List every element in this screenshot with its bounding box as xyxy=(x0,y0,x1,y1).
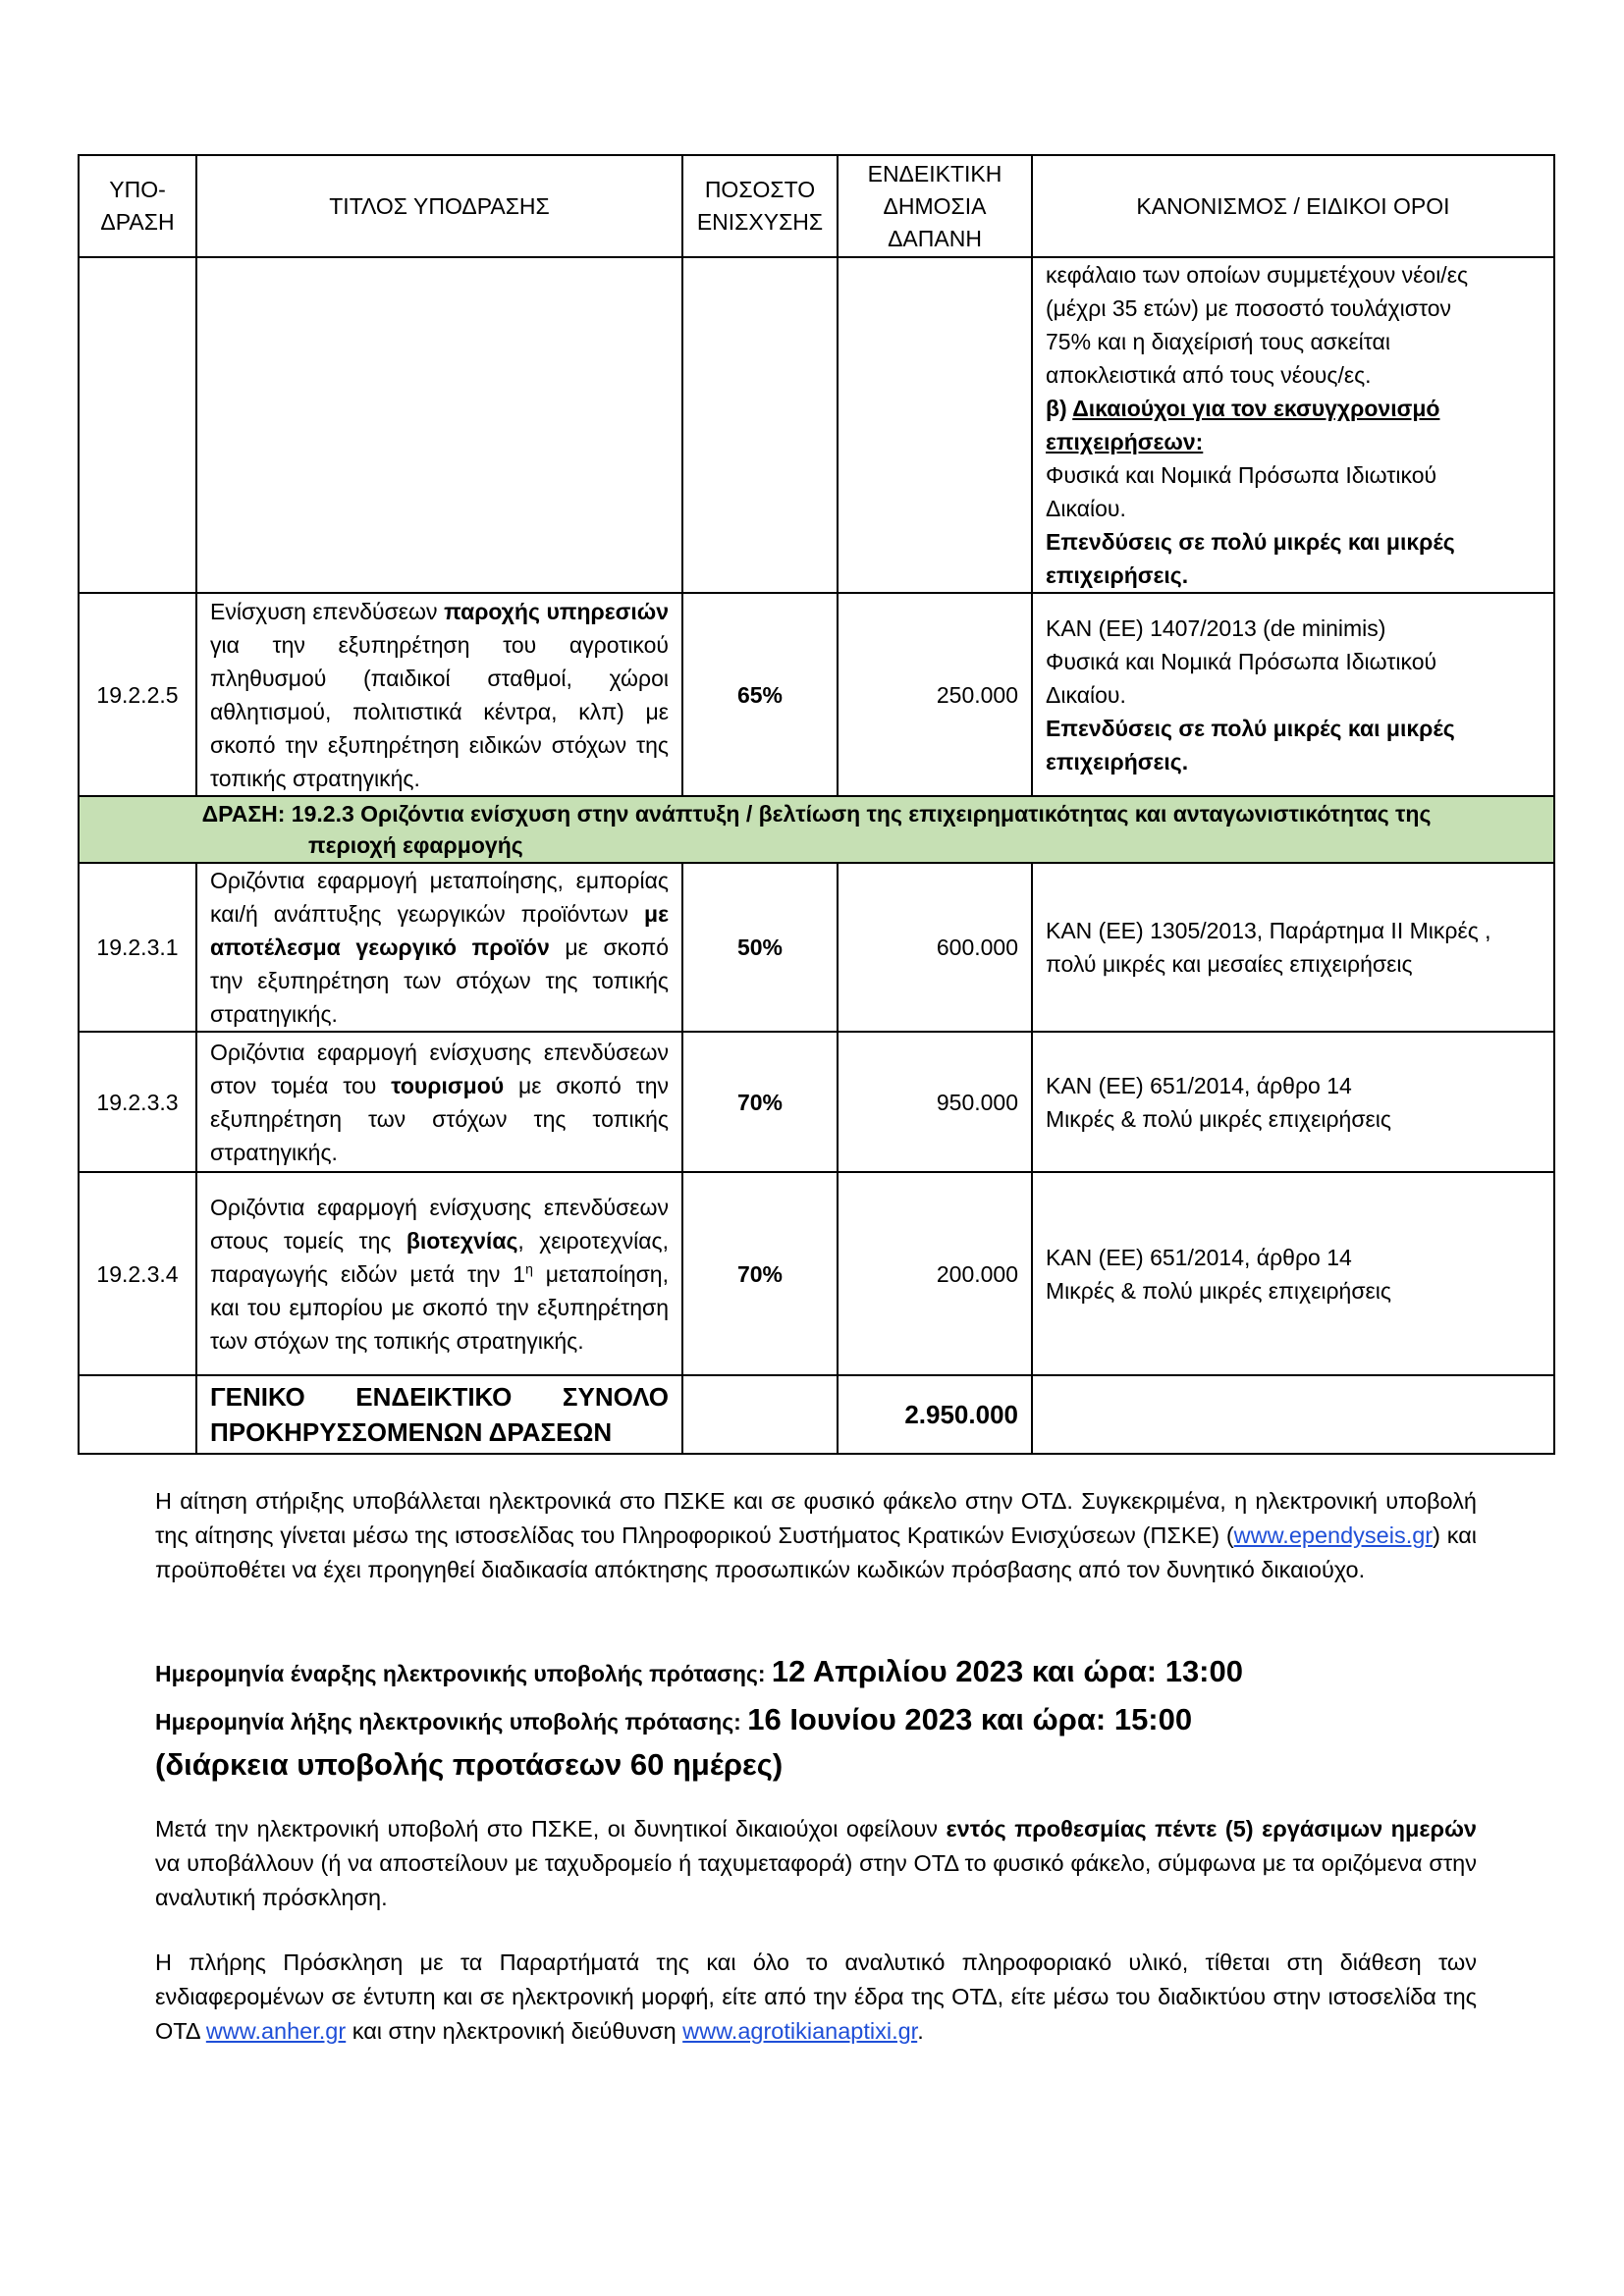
title-text: Οριζόντια εφαρμογή ενίσχυσης επενδύσεων στους τομείς της xyxy=(210,1194,669,1254)
header-spend-line1: ΕΝΔΕΙΚΤΙΚΗ xyxy=(867,160,1002,187)
cell-empty xyxy=(1032,1375,1554,1454)
table-row-19225 xyxy=(79,593,1554,796)
beneficiaries-title-cont: επιχειρήσεων: xyxy=(1046,429,1204,454)
rules-text-line: Δικαίου. xyxy=(1046,681,1126,708)
cell-rate: 50% xyxy=(682,863,838,1032)
rules-text-line: αποκλειστικά από τους νέους/ες. xyxy=(1046,362,1372,388)
header-rate-line1: ΠΟΣΟΣΤΟ xyxy=(704,177,816,202)
rules-text-line: Μικρές & πολύ μικρές επιχειρήσεις xyxy=(1046,1105,1391,1132)
title-emphasis: βιοτεχνίας xyxy=(406,1227,518,1254)
title-text: , χειροτεχνίας, παραγωγής ειδών μετά την 1 xyxy=(210,1227,670,1287)
table-row-19231 xyxy=(79,863,1554,1032)
cell-title xyxy=(196,863,682,1032)
end-date-line xyxy=(155,1702,1192,1737)
cell-spend: 250.000 xyxy=(838,593,1032,796)
physical-file-paragraph xyxy=(155,1812,1477,1915)
paragraph-text: να υποβάλλουν (ή να αποστείλουν με ταχυδρομείο ή ταχυμεταφορά) στην ΟΤΔ το φυσικό φάκελο, σύμφωνα με τα οριζόμενα στην αναλυτική πρόσκληση. xyxy=(155,1850,1477,1910)
total-label: ΓΕΝΙΚΟ ΕΝΔΕΙΚΤΙΚΟ ΣΥΝΟΛΟ ΠΡΟΚΗΡΥΣΣΟΜΕΝΩΝ ΔΡΑΣΕΩΝ xyxy=(196,1375,682,1454)
paragraph-text: Η πλήρης Πρόσκληση με τα Παραρτήματά της και όλο το αναλυτικό πληροφοριακό υλικό, τίθεται στη διάθεση των ενδιαφερομένων σε έντυπη και σε ηλεκτρονική μορφή, είτε από την έδρα της ΟΤΔ, είτε μέσω του διαδικτύου στην ιστοσελίδα της ΟΤΔ xyxy=(155,1949,1477,2044)
cell-title xyxy=(196,1172,682,1375)
cell-code: 19.2.3.4 xyxy=(79,1172,196,1375)
beneficiaries-title: Δικαιούχοι για τον εκσυγχρονισμό xyxy=(1072,396,1440,421)
action-heading-line2: περιοχή εφαρμογής xyxy=(308,832,523,858)
rules-text-line: 75% και η διαχείρισή τους ασκείται xyxy=(1046,329,1390,354)
cell-rules xyxy=(1032,1172,1554,1375)
title-text: με σκοπό την εξυπηρέτηση των στόχων της τοπικής στρατηγικής. xyxy=(210,1072,670,1165)
header-rules: ΚΑΝΟΝΙΣΜΟΣ / ΕΙΔΙΚΟΙ ΟΡΟΙ xyxy=(1032,155,1554,257)
cell-rules xyxy=(1032,863,1554,1032)
paragraph-text: . xyxy=(917,2018,924,2044)
rules-text-line: ΚΑΝ (ΕΕ) 1305/2013, Παράρτημα ΙΙ Μικρές , xyxy=(1046,918,1491,943)
title-text: με σκοπό την εξυπηρέτηση των στόχων της τοπικής στρατηγικής. xyxy=(210,934,670,1027)
deadline-emphasis: εντός προθεσμίας πέντε (5) εργάσιμων ημερών xyxy=(946,1816,1477,1842)
start-date-value: 12 Απριλίου 2023 και ώρα: 13:00 xyxy=(771,1654,1243,1688)
rules-bold-line: Επενδύσεις σε πολύ μικρές και μικρές xyxy=(1046,715,1455,741)
cell-spend: 200.000 xyxy=(838,1172,1032,1375)
rules-text-line: Μικρές & πολύ μικρές επιχειρήσεις xyxy=(1046,1277,1391,1304)
title-text: Ενίσχυση επενδύσεων xyxy=(210,598,445,624)
cell-title xyxy=(196,593,682,796)
header-spend xyxy=(838,155,1032,257)
rules-bold-line: Επενδύσεις σε πολύ μικρές και μικρές xyxy=(1046,529,1455,555)
start-date-label: Ημερομηνία έναρξης ηλεκτρονικής υποβολής πρότασης: xyxy=(155,1661,772,1686)
paragraph-text: Μετά την ηλεκτρονική υποβολή στο ΠΣΚΕ, οι δυνητικοί δικαιούχοι οφείλουν xyxy=(155,1816,947,1842)
cell-empty xyxy=(79,1375,196,1454)
cell-rate: 70% xyxy=(682,1032,838,1172)
cell-rules-continuation xyxy=(1032,257,1554,593)
title-text: μεταποίηση, και του εμπορίου με σκοπό την εξυπηρέτηση των στόχων της τοπικής στρατηγικής. xyxy=(210,1260,669,1354)
cell-spend: 950.000 xyxy=(838,1032,1032,1172)
agrotikianaptixi-link[interactable]: www.agrotikianaptixi.gr xyxy=(682,2018,918,2044)
end-date-label: Ημερομηνία λήξης ηλεκτρονικής υποβολής πρότασης: xyxy=(155,1709,748,1735)
header-subaction xyxy=(79,155,196,257)
header-subaction-line2: ΔΡΑΣΗ xyxy=(100,209,175,235)
cell-empty xyxy=(79,257,196,593)
rules-text-line: Δικαίου. xyxy=(1046,496,1126,521)
paragraph-text: Η αίτηση στήριξης υποβάλλεται ηλεκτρονικά στο ΠΣΚΕ και σε φυσικό φάκελο στην ΟΤΔ. Συγκεκριμένα, η ηλεκτρονική υποβολή της αίτησης γίνεται μέσω της ιστοσελίδας του Πληροφορικού Συστήματος Κρατικών Ενισχύσεων (ΠΣΚΕ) ( xyxy=(155,1488,1477,1548)
beneficiaries-prefix: β) xyxy=(1046,396,1073,421)
total-value: 2.950.000 xyxy=(838,1375,1032,1454)
cell-code: 19.2.3.1 xyxy=(79,863,196,1032)
cell-rate: 65% xyxy=(682,593,838,796)
header-title: ΤΙΤΛΟΣ ΥΠΟΔΡΑΣΗΣ xyxy=(196,155,682,257)
ependyseis-link[interactable]: www.ependyseis.gr xyxy=(1233,1522,1434,1548)
rules-text-line: Φυσικά και Νομικά Πρόσωπα Ιδιωτικού xyxy=(1046,648,1437,674)
full-call-paragraph xyxy=(155,1946,1477,2049)
submission-duration: (διάρκεια υποβολής προτάσεων 60 ημέρες) xyxy=(155,1747,784,1782)
cell-spend: 600.000 xyxy=(838,863,1032,1032)
header-rate xyxy=(682,155,838,257)
beneficiaries-heading xyxy=(1046,392,1541,425)
subactions-table xyxy=(78,154,1555,1455)
start-date-line xyxy=(155,1654,1243,1689)
table-row-total xyxy=(79,1375,1554,1454)
header-spend-line2: ΔΗΜΟΣΙΑ xyxy=(883,192,987,219)
rules-text-line: Φυσικά και Νομικά Πρόσωπα Ιδιωτικού xyxy=(1046,462,1437,488)
cell-rules xyxy=(1032,593,1554,796)
cell-rate: 70% xyxy=(682,1172,838,1375)
title-emphasis: παροχής υπηρεσιών xyxy=(444,598,670,624)
action-heading xyxy=(79,796,1554,863)
cell-empty xyxy=(682,1375,838,1454)
paragraph-text: ) και προϋποθέτει να έχει προηγηθεί διαδικασία απόκτησης προσωπικών κωδικών πρόσβασης από τον δυνητικό δικαιούχο. xyxy=(155,1522,1478,1582)
cell-rules xyxy=(1032,1032,1554,1172)
title-text: για την εξυπηρέτηση του αγροτικού πληθυσμού (παιδικοί σταθμοί, χώροι αθλητισμού, πολιτιστικά κέντρα, κλπ) με σκοπό την εξυπηρέτηση ειδικών στόχων της τοπικής στρατηγικής. xyxy=(210,631,669,791)
title-text: Οριζόντια εφαρμογή μεταποίησης, εμπορίας και/ή ανάπτυξης γεωργικών προϊόντων xyxy=(210,868,669,927)
header-rate-line2: ΕΝΙΣΧΥΣΗΣ xyxy=(696,209,824,235)
rules-text-line: (μέχρι 35 ετών) με ποσοστό τουλάχιστον xyxy=(1046,295,1452,321)
title-text: Οριζόντια εφαρμογή ενίσχυσης επενδύσεων στον τομέα του xyxy=(210,1039,669,1098)
anher-link[interactable]: www.anher.gr xyxy=(205,2018,347,2044)
title-emphasis: με αποτέλεσμα γεωργικό προϊόν xyxy=(210,901,669,960)
cell-empty xyxy=(838,257,1032,593)
cell-code: 19.2.3.3 xyxy=(79,1032,196,1172)
table-row-continuation xyxy=(79,257,1554,593)
title-emphasis: τουρισμού xyxy=(391,1072,505,1098)
cell-title xyxy=(196,1032,682,1172)
rules-bold-line: επιχειρήσεις. xyxy=(1046,562,1189,588)
cell-code: 19.2.2.5 xyxy=(79,593,196,796)
table-row-19233 xyxy=(79,1032,1554,1172)
cell-empty xyxy=(682,257,838,593)
submission-paragraph xyxy=(155,1484,1477,1587)
table-row-19234 xyxy=(79,1172,1554,1375)
action-heading-line1: ΔΡΑΣΗ: 19.2.3 Οριζόντια ενίσχυση στην ανάπτυξη / βελτίωση της επιχειρηματικότητας και ανταγωνιστικότητας της xyxy=(201,801,1432,827)
end-date-value: 16 Ιουνίου 2023 και ώρα: 15:00 xyxy=(747,1702,1193,1736)
rules-text-line: ΚΑΝ (ΕΕ) 651/2014, άρθρο 14 xyxy=(1046,1244,1352,1270)
action-heading-row xyxy=(79,796,1554,863)
table-header-row xyxy=(79,155,1554,257)
ordinal-superscript: η xyxy=(525,1259,533,1276)
rules-text-line: ΚΑΝ (ΕΕ) 651/2014, άρθρο 14 xyxy=(1046,1072,1352,1098)
rules-bold-line: επιχειρήσεις. xyxy=(1046,748,1189,774)
header-subaction-line1: ΥΠΟ- xyxy=(109,177,166,202)
header-spend-line3: ΔΑΠΑΝΗ xyxy=(888,225,982,251)
rules-text-line: πολύ μικρές και μεσαίες επιχειρήσεις xyxy=(1046,951,1413,977)
paragraph-text: και στην ηλεκτρονική διεύθυνση xyxy=(346,2018,683,2044)
rules-text-line: ΚΑΝ (ΕΕ) 1407/2013 (de minimis) xyxy=(1046,614,1386,641)
rules-text-line: κεφάλαιο των οποίων συμμετέχουν νέοι/ες xyxy=(1046,262,1469,288)
cell-empty xyxy=(196,257,682,593)
